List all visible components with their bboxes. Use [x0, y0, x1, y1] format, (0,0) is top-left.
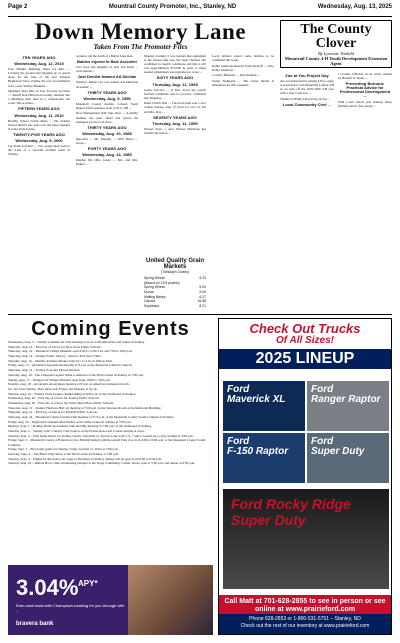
memory-head: Babies Injured In Bale Accident	[77, 59, 137, 65]
county-title-1: The County	[300, 22, 372, 37]
list-item: Thursday, Aug. 21 – First day of school for Parshall Public Schools.	[8, 410, 98, 415]
coming-events-title: Coming Events	[31, 318, 190, 340]
running-header	[8, 4, 392, 16]
memory-lane-subtitle: Taken From The Promoter Files	[93, 43, 188, 51]
prairie-ford-advertisement[interactable]	[218, 318, 392, 635]
list-item: Thursday, Aug. 14 – First day of school for New Town Public Schools.	[8, 344, 102, 349]
memory-column-1	[8, 54, 70, 362]
memory-text: Gaelic Practice — A New Town day Gaelic football committee rule for practice confirmed last Thursday ...	[144, 87, 206, 100]
memory-head: Just Dentist Named All-Sicilian	[77, 74, 137, 80]
memory-text: Monday evening, it was learned that equipment at the intersecting area has been checked and confirmed for health conditions, and that it will cost approximately $75,000 in order to make needed adjustments and upgrades for water ...	[144, 54, 206, 75]
truck-model: Maverick XL	[227, 394, 286, 405]
memory-text: New Management Will Take Over — A family member has gone ahead and placed the managers for the local store...	[76, 111, 138, 124]
memory-sub: Wednesday, Aug. 10, 1985	[82, 130, 132, 136]
memory-sub: Thursday, Aug. 12, 1965	[152, 81, 198, 87]
grain-price: 6.27	[199, 294, 206, 299]
table-row	[144, 304, 206, 309]
memory-text: Four Heights Building Takes Up Rise — Leveling the ground and bringing up as gravel slope for the base of the new Modern Hometown Store. Farther the cost was estimated to be a new Stanley Business ...	[8, 67, 70, 88]
grain-price: 16.58	[197, 299, 206, 304]
memory-text: Pioneer Pops — Also Pioneer Hardware has notified the nation ...	[144, 126, 206, 135]
grain-name: Durum	[144, 290, 155, 295]
county-text: Are you interested in joining 4-H or eager to learn more? Join Mountrail County 4-H as we kick off the 2025-2026 4-H year with a visit to the Zoo ...	[280, 79, 334, 96]
memory-sub: Wednesday, Aug. 11, 2010	[14, 112, 64, 118]
grain-markets-box	[144, 258, 206, 310]
grain-name: Canola	[144, 299, 155, 304]
dealer-website[interactable]: Check out the rest of our inventory at www.prairieford.com	[240, 623, 370, 629]
list-item: Friday, Aug. 29 – Pegboard/Comedian Max Barker at the Sibul Center in Stanley at 7:00 p.m.	[8, 419, 132, 424]
memory-text: Car-Train Accident — Two young men went to the scene of a car-train accident north of Stanley...	[8, 144, 70, 157]
county-clover-header	[280, 20, 392, 68]
list-item: Tuesday, Sept. 16 – Dakota Hoor Clinic fundraising banquet at the Tioga Community Center. Doors open at 5:30 p.m. and dinner at 6:30 p.m.	[8, 461, 196, 466]
grain-price: 8.21	[199, 303, 206, 308]
truck-card-superduty	[307, 433, 389, 483]
truck-model: Super Duty	[311, 446, 365, 457]
ad-headline-1: Check Out Trucks	[249, 321, 361, 336]
grain-table	[144, 276, 206, 308]
memory-column-4	[212, 54, 274, 290]
memory-column-3	[144, 54, 206, 254]
county-title-2: Clover	[315, 36, 357, 51]
truck-make: Ford	[227, 436, 250, 447]
memory-text: Stanley's Ruben Lee was named All-American Academic ...	[76, 80, 138, 89]
memory-text: Rams Clinch Title — The local team won a 14-0 contest Sunday, Aug. 27 from 2-3 over St. Pat and Mrs. Ray ...	[144, 101, 206, 114]
truck-make: Ford	[311, 384, 334, 395]
truck-model: Ranger Raptor	[311, 394, 381, 405]
page-number: Page 2	[8, 4, 28, 10]
paper-name: Mountrail County Promoter, Inc., Stanley, ND	[108, 4, 237, 10]
list-item: Thursday, Aug. 14 – Stanley Public Library – Read to Yeti Story Time.	[8, 354, 102, 359]
memory-text: Two boys, the daughter of Don and Kristi ... were injured ...	[76, 65, 138, 74]
ad-lineup-banner: 2025 LINEUP	[219, 349, 391, 369]
memory-head: THIRTY YEARS AGO	[87, 89, 127, 95]
list-item: Monday, Sept. 1 – Rolling Plains Sportsmans Club monthly meeting at 7:00 p.m. at the clubhouse in Stanley.	[8, 424, 152, 429]
list-item: Saturday, Aug. 16 – The Cinegram regular shade to America at the Sibul Center in Stanley at 7:00 p.m.	[8, 372, 144, 377]
issue-date: Wednesday, Aug. 13, 2025	[317, 4, 392, 10]
truck-card-f150	[223, 433, 305, 483]
list-item: Thursday, Aug. 24 – Mountrail County Garden Club meeting at 5:15 p.m. at the Mountrail County South Complex in Stanley.	[8, 415, 174, 419]
grain-name: (Based on 14% protein)	[144, 280, 180, 285]
county-subhead: Zoo at You Project Day	[285, 73, 329, 78]
list-item: Thursday, Aug. 21 – Stanley Harrison Hall 1st meeting at 7:00 p.m. in the Veterans Room at the Memorial Building.	[8, 405, 162, 410]
memory-text: Local farmers expect some lunches to be confirmed this week.	[212, 54, 274, 63]
memory-text: crossbar and the death of a Berlin Lake man.	[76, 54, 134, 58]
list-item: Saturday, Aug. 16 – Palermo Farmers Market from 9 to 11 a.m. in Wilson Park.	[8, 358, 113, 363]
list-item: Wednesday, Aug. 20 – First day of school for Stanley Public Schools.	[8, 396, 100, 401]
grain-name: Spring Wheat	[144, 285, 165, 290]
featured-title-1: Ford Rocky Ridge	[231, 496, 351, 512]
truck-make: Ford	[311, 436, 334, 447]
featured-truck-image	[223, 489, 389, 589]
memory-head: FIFTEEN YEARS AGO	[18, 106, 60, 112]
memory-head: SIXTY YEARS AGO	[156, 75, 194, 81]
county-column-1	[280, 72, 334, 312]
memory-sub: Wednesday, Aug. 12, 2015	[14, 61, 64, 67]
list-item: Wednesday, Aug. 20 – First day of school for North Shore/Plaza Public Schools.	[8, 400, 115, 405]
county-byline: By Lynnette Vanlahl	[317, 51, 355, 56]
section-rule	[8, 314, 392, 315]
memory-sub: Wednesday, Aug. 9, 1995	[83, 95, 131, 101]
memory-lane-title: Down Memory Lane	[34, 19, 247, 44]
memory-text: Mountrail County Auditor Colleen North Dakota Farm operators state to 93 to 100 ...	[76, 101, 138, 110]
county-subhead: Local Community Chef ...	[282, 101, 331, 107]
bank-rate: 3.04%	[16, 575, 79, 600]
ad-footer	[219, 614, 391, 634]
truck-card-maverick	[223, 381, 305, 431]
memory-head: TWENTY-FIVE YEARS AGO	[13, 131, 65, 137]
list-item: Saturday, Sept. 6 – The Brent Gilly Show at the Sibul Center in Stanley at 7:00 p.m.	[8, 452, 119, 457]
truck-make: Ford	[227, 384, 250, 395]
list-item: Monday, Aug. 18 – Alcoholics Anonymous meeting at 8 p.m. at American Lutheran Church.	[8, 382, 130, 387]
list-item: Thursday, Aug. 14 – Mountrail Village Museum open 9:00 to 11:00 a.m. and 7:00 to 9:00 p.m.	[8, 349, 133, 354]
county-text: I recently reflected on an article written by Heather N. Fuchs ...	[338, 72, 392, 81]
county-text: With a new school year starting, many families tend to feel energy ...	[338, 99, 392, 108]
memory-sub: Wednesday, Aug. 9, 2000	[15, 137, 63, 143]
grain-price: 5.23	[199, 276, 206, 281]
memory-text: Swine Stampede ... The swine hurdle is announced for this weekend...	[212, 78, 274, 87]
list-item: Jul. 18, 24 in Stanley. They meet each Friday and Monday at 8 p.m.	[8, 386, 98, 391]
list-item: Sunday, Aug. 17 – Ridgewood Village Museum open from 10:00 to 3:00 p.m.	[8, 377, 111, 382]
county-subhead: Preventing Burnout: Practical Advice for Professional Development ...	[339, 81, 391, 99]
list-item: Friday, Aug. 15 – Alcoholics Anonymous meeting at 8 p.m. at the American Lutheran Church.	[8, 363, 133, 368]
bank-description: Earn cash back with Champions banking for you through with ...	[16, 603, 125, 613]
featured-title-2: Super Duty	[231, 512, 306, 528]
bank-apy: APY*	[78, 579, 98, 588]
memory-head: FORTY YEARS AGO	[87, 146, 127, 152]
memory-head: TEN YEARS AGO	[22, 55, 56, 60]
bank-advertisement[interactable]	[8, 565, 213, 635]
memory-text: Cowboy Blackout — Ken Darnum ...	[212, 73, 260, 78]
dealer-phone: Phone 628-2853 or 1-800-531-5751 – Stanley, ND	[249, 616, 361, 622]
list-item: Tuesday, Sept. 9 – Flights for the indoor air range at The Rhos in Stanley. Range will be open from 6:30 to 8:30 p.m.	[8, 456, 162, 461]
county-column-2	[338, 72, 392, 312]
bank-photo	[128, 565, 213, 635]
coming-events-section	[8, 318, 213, 563]
list-item: Tuesday, Aug. 19 – Stanley Farm League championship at 6:00 p.m. at the Clubhouse in Stanley.	[8, 391, 137, 396]
list-item: Friday, Sept. 5 – Mountrail County 4-H hands on Zoo Exhibit Design with Roosevelt Park Zoo from 4:00 to 6:00 p.m. at the Mountrail County South Complex.	[8, 438, 206, 447]
list-item: Tuesday, Sept. 2 – Stanley Civic Country Club Seniors at the Prairie Rose Golf Course starting at noon.	[8, 429, 145, 434]
list-item: Wednesday, Sept. 3 – Stanley Commercial Club meeting at noon at Mountrail Inn and Suites in Stanley.	[8, 340, 145, 344]
list-item: Tuesday, Sept. 2 – First home match for Stanley varsity volleyball vs. Powers Lake with 5, 6, 7 and C squads set to play starting at 5:00 p.m.	[8, 433, 194, 438]
ad-headline-2: Of All Sizes!	[276, 335, 334, 346]
memory-lane-banner	[8, 20, 273, 50]
grain-subtitle: (Tuesday's Closes)	[161, 270, 189, 274]
list-item: Thursday, Aug. 14 – Stanley Pool and Fitness Kitchen.	[8, 368, 81, 373]
memory-sub: Wednesday, Aug. 14, 1985	[82, 152, 132, 158]
bank-logo: bravera bank	[16, 621, 54, 627]
memory-column-2	[76, 54, 138, 362]
memory-head: THIRTY YEARS AGO	[87, 124, 127, 130]
county-text: Thanks to FFAR 4-H activity on Zoo ...	[280, 96, 331, 101]
memory-text: Healthy School Lunch Rules ... The Stanley School District has gone over the latest changes in school lunch rules...	[8, 118, 70, 131]
memory-text: Reported — Mr. Monday ... Wild Dance ... hoops...	[76, 136, 138, 145]
memory-head: SEVENTY YEARS AGO	[153, 114, 197, 120]
coming-events-list	[8, 340, 213, 466]
grain-price: 5.00	[199, 285, 206, 290]
grain-name: Malting Barley	[144, 294, 166, 299]
truck-card-ranger	[307, 381, 389, 431]
memory-text: Michigan Man Dies in Gas Fracture Accident — Sheriff Ken Halverson recently released that a Michigan man died in a construction site crash. The accident ...	[8, 89, 70, 106]
header-rule	[8, 16, 392, 17]
memory-sub: Thursday, Aug. 11, 1955	[152, 120, 198, 126]
list-item: Friday, Sept. 5 – First home game for Stanley varsity football vs. Velva at 7:00 p.m.	[8, 447, 119, 452]
grain-name: Spring Wheat	[144, 276, 165, 281]
call-to-action[interactable]: Call Matt at 701-628-2855 to see in person or see online at www.prairieford.com	[219, 595, 391, 617]
memory-text: Ralphie Mr. Ohio Grade — Mrs. and Mrs. Daniel ...	[76, 158, 138, 167]
grain-name: Soybeans	[144, 303, 160, 308]
grain-price: 5.00	[199, 290, 206, 295]
ad-header	[219, 319, 391, 349]
truck-model: F-150 Raptor	[227, 446, 289, 457]
grain-title: United Quality Grain Markets	[145, 258, 204, 270]
county-byline-role: Mountrail County 4-H Youth Development Extension Agent	[284, 56, 388, 66]
memory-text: Kathy Anderson Returns From Kickoff — Mrs. Kathy Anderson ...	[212, 63, 274, 72]
